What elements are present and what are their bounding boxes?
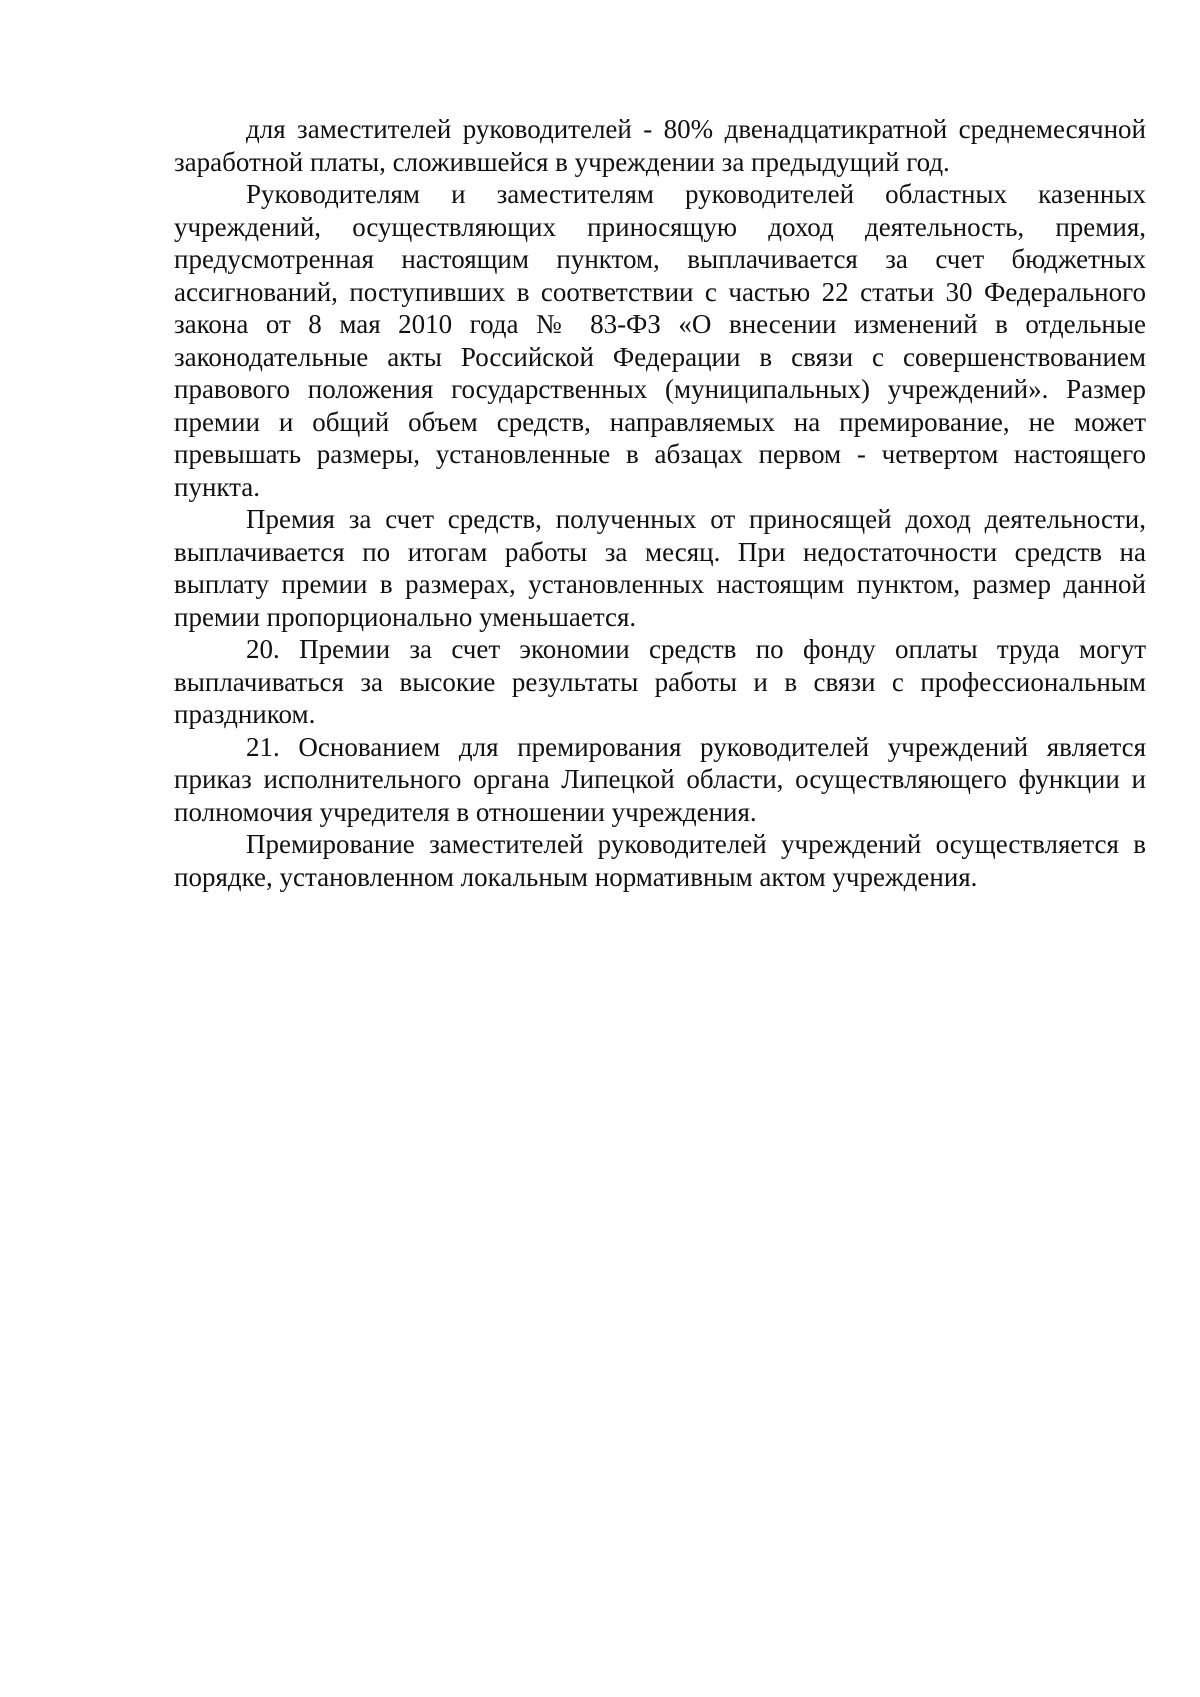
paragraph-income-generating-institutions: Руководителям и заместителям руководителей областных казенных учреждений, осуществляющих приносящую доход деятельность, премия, предусмотренная настоящим пунктом, выплачивается за счет бюджетных ассигнований, поступивших в соответствии с частью 22 статьи 30 Федерального закона от 8 мая 2010 года № 83-ФЗ «О внесении изменений в отдельные законодательные акты Российской Федерации в связи с совершенствованием правового положения государственных (муниципальных) учреждений». Размер премии и общий объем средств, направляемых на премирование, не может превышать размеры, установленные в абзацах первом - четвертом настоящего пункта. bbox=[174, 179, 1146, 502]
document-body bbox=[174, 113, 1146, 893]
paragraph-bonus-from-income: Премия за счет средств, полученных от приносящей доход деятельности, выплачивается по итогам работы за месяц. При недостаточности средств на выплату премии в размерах, установленных настоящим пунктом, размер данной премии пропорционально уменьшается. bbox=[174, 504, 1146, 632]
paragraph-item-20: 20. Премии за счет экономии средств по фонду оплаты труда могут выплачиваться за высокие результаты работы и в связи с профессиональным праздником. bbox=[174, 634, 1146, 729]
paragraph-deputy-bonus-rate: для заместителей руководителей - 80% двенадцатикратной среднемесячной заработной платы, сложившейся в учреждении за предыдущий год. bbox=[174, 114, 1146, 177]
paragraph-deputy-bonus-procedure: Премирование заместителей руководителей учреждений осуществляется в порядке, установленном локальным нормативным актом учреждения. bbox=[174, 829, 1146, 892]
paragraph-item-21: 21. Основанием для премирования руководителей учреждений является приказ исполнительного органа Липецкой области, осуществляющего функции и полномочия учредителя в отношении учреждения. bbox=[174, 731, 1146, 827]
